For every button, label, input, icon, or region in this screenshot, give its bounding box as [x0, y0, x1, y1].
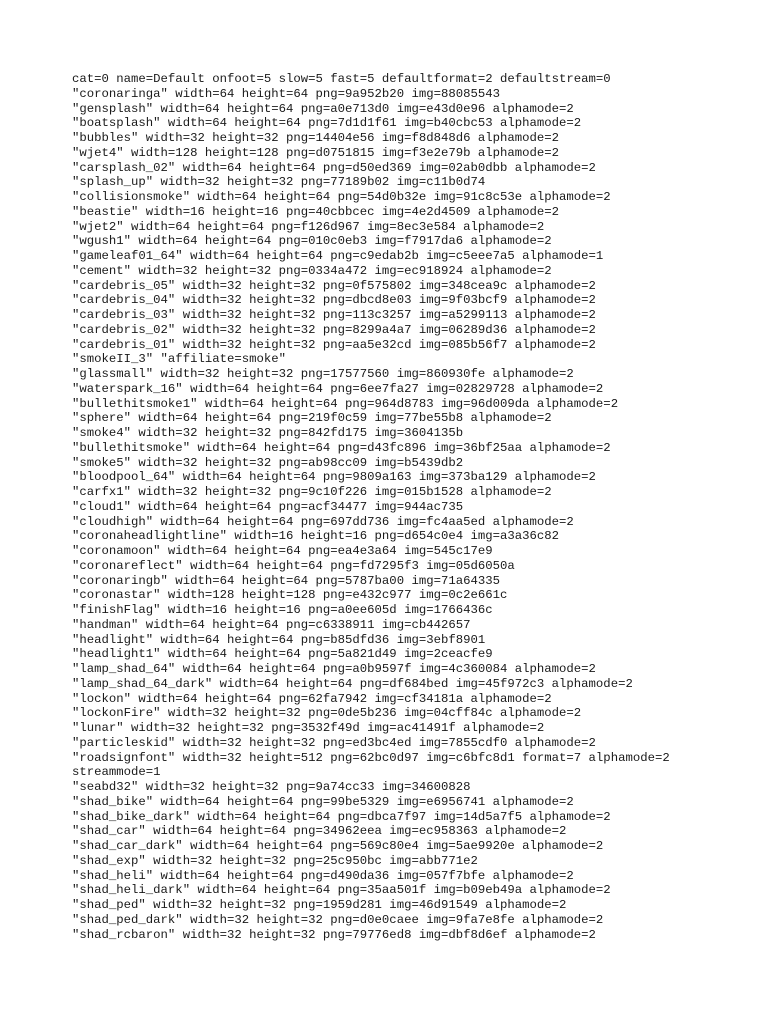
text-line: "shad_exp" width=32 height=32 png=25c950bc img=abb771e2 — [72, 853, 478, 868]
text-line: "smoke5" width=32 height=32 png=ab98cc09 img=b5439db2 — [72, 455, 464, 470]
text-line: "cloud1" width=64 height=64 png=acf34477 img=944ac735 — [72, 499, 464, 514]
text-line: "cement" width=32 height=32 png=0334a472 img=ec918924 alphamode=2 — [72, 263, 552, 278]
text-line: "shad_bike_dark" width=64 height=64 png=dbca7f97 img=14d5a7f5 alphamode=2 — [72, 809, 611, 824]
text-line: "coronareflect" width=64 height=64 png=fd7295f3 img=05d6050a — [72, 558, 515, 573]
text-line: "beastie" width=16 height=16 png=40cbbcec img=4e2d4509 alphamode=2 — [72, 204, 560, 219]
text-line: "shad_ped" width=32 height=32 png=1959d281 img=46d91549 alphamode=2 — [72, 898, 567, 912]
text-line: "lamp_shad_64_dark" width=64 height=64 png=df684bed img=45f972c3 alphamode=2 — [72, 676, 633, 691]
text-line: "collisionsmoke" width=64 height=64 png=54d0b32e img=91c8c53e alphamode=2 — [72, 190, 611, 204]
text-line: streammode=1 — [72, 765, 161, 780]
text-line: "handman" width=64 height=64 png=c6338911 img=cb442657 — [72, 617, 471, 632]
text-line: "splash_up" width=32 height=32 png=77189b02 img=c11b0d74 — [72, 175, 486, 190]
text-line: "headlight" width=64 height=64 png=b85dfd36 img=3ebf8901 — [72, 632, 486, 647]
text-line: "coronamoon" width=64 height=64 png=ea4e3a64 img=545c17e9 — [72, 544, 493, 558]
text-line: "wjet2" width=64 height=64 png=f126d967 img=8ec3e584 alphamode=2 — [72, 219, 545, 234]
text-line: "gameleaf01_64" width=64 height=64 png=c9edab2b img=c5eee7a5 alphamode=1 — [72, 249, 604, 263]
text-line: "smokeII_3" "affiliate=smoke" — [72, 352, 287, 367]
text-line: "shad_bike" width=64 height=64 png=99be5329 img=e6956741 alphamode=2 — [72, 794, 574, 809]
text-line: "lunar" width=32 height=32 png=3532f49d img=ac41491f alphamode=2 — [72, 721, 545, 735]
text-line: "coronaheadlightline" width=16 height=16 png=d654c0e4 img=a3a36c82 — [72, 529, 560, 544]
text-line: "carsplash_02" width=64 height=64 png=d50ed369 img=02ab0dbb alphamode=2 — [72, 160, 596, 175]
text-line: "seabd32" width=32 height=32 png=9a74cc33 img=34600828 — [72, 780, 471, 794]
text-line: "finishFlag" width=16 height=16 png=a0ee605d img=1766436c — [72, 603, 493, 617]
text-line: "lockon" width=64 height=64 png=62fa7942 img=cf34181a alphamode=2 — [72, 691, 552, 706]
text-line: cat=0 name=Default onfoot=5 slow=5 fast=5 defaultformat=2 defaultstream=0 — [72, 72, 611, 86]
text-line: "bubbles" width=32 height=32 png=14404e56 img=f8d848d6 alphamode=2 — [72, 131, 560, 145]
text-line: "bloodpool_64" width=64 height=64 png=9809a163 img=373ba129 alphamode=2 — [72, 470, 596, 485]
text-line: "smoke4" width=32 height=32 png=842fd175 img=3604135b — [72, 426, 464, 440]
text-line: "wjet4" width=128 height=128 png=d0751815 img=f3e2e79b alphamode=2 — [72, 145, 560, 160]
text-line: "coronaringa" width=64 height=64 png=9a952b20 img=88085543 — [72, 86, 501, 101]
text-line: "coronastar" width=128 height=128 png=e432c977 img=0c2e661c — [72, 588, 508, 603]
text-line: "shad_ped_dark" width=32 height=32 png=d0e0caee img=9fa7e8fe alphamode=2 — [72, 912, 604, 927]
text-line: "cardebris_01" width=32 height=32 png=aa5e32cd img=085b56f7 alphamode=2 — [72, 337, 596, 352]
text-line: "cardebris_04" width=32 height=32 png=dbcd8e03 img=9f03bcf9 alphamode=2 — [72, 293, 596, 308]
text-line: "cloudhigh" width=64 height=64 png=697dd736 img=fc4aa5ed alphamode=2 — [72, 514, 574, 529]
text-line: "shad_rcbaron" width=32 height=32 png=79776ed8 img=dbf8d6ef alphamode=2 — [72, 927, 596, 942]
text-line: "boatsplash" width=64 height=64 png=7d1d1f61 img=b40cbc53 alphamode=2 — [72, 116, 582, 131]
text-line: "cardebris_05" width=32 height=32 png=0f575802 img=348cea9c alphamode=2 — [72, 278, 596, 293]
text-line: "shad_car" width=64 height=64 png=34962eea img=ec958363 alphamode=2 — [72, 824, 567, 839]
text-line: "sphere" width=64 height=64 png=219f0c59 img=77be55b8 alphamode=2 — [72, 411, 552, 426]
text-line: "gensplash" width=64 height=64 png=a0e713d0 img=e43d0e96 alphamode=2 — [72, 101, 574, 116]
document-page — [72, 72, 752, 942]
text-line: "cardebris_02" width=32 height=32 png=8299a4a7 img=06289d36 alphamode=2 — [72, 322, 596, 337]
text-line: "particleskid" width=32 height=32 png=ed3bc4ed img=7855cdf0 alphamode=2 — [72, 735, 596, 750]
text-line: "glassmall" width=32 height=32 png=17577560 img=860930fe alphamode=2 — [72, 367, 574, 381]
text-line: "headlight1" width=64 height=64 png=5a821d49 img=2ceacfe9 — [72, 647, 493, 662]
text-line: "lamp_shad_64" width=64 height=64 png=a0b9597f img=4c360084 alphamode=2 — [72, 662, 596, 676]
text-line: "lockonFire" width=32 height=32 png=0de5b236 img=04cff84c alphamode=2 — [72, 706, 582, 721]
text-line: "coronaringb" width=64 height=64 png=5787ba00 img=71a64335 — [72, 573, 501, 588]
text-line: "carfx1" width=32 height=32 png=9c10f226 img=015b1528 alphamode=2 — [72, 485, 552, 499]
text-line: "shad_heli" width=64 height=64 png=d490da36 img=057f7bfe alphamode=2 — [72, 868, 574, 883]
text-line: "wgush1" width=64 height=64 png=010c0eb3 img=f7917da6 alphamode=2 — [72, 234, 552, 249]
text-line: "bullethitsmoke1" width=64 height=64 png=964d8783 img=96d009da alphamode=2 — [72, 396, 619, 411]
text-line: "shad_car_dark" width=64 height=64 png=569c80e4 img=5ae9920e alphamode=2 — [72, 839, 604, 853]
text-line: "shad_heli_dark" width=64 height=64 png=35aa501f img=b09eb49a alphamode=2 — [72, 883, 611, 898]
text-line: "roadsignfont" width=32 height=512 png=62bc0d97 img=c6bfc8d1 format=7 alphamode=2 — [72, 750, 670, 765]
text-line: "bullethitsmoke" width=64 height=64 png=d43fc896 img=36bf25aa alphamode=2 — [72, 440, 611, 455]
text-line: "waterspark_16" width=64 height=64 png=6ee7fa27 img=02829728 alphamode=2 — [72, 381, 604, 396]
text-line: "cardebris_03" width=32 height=32 png=113c3257 img=a5299113 alphamode=2 — [72, 308, 596, 322]
